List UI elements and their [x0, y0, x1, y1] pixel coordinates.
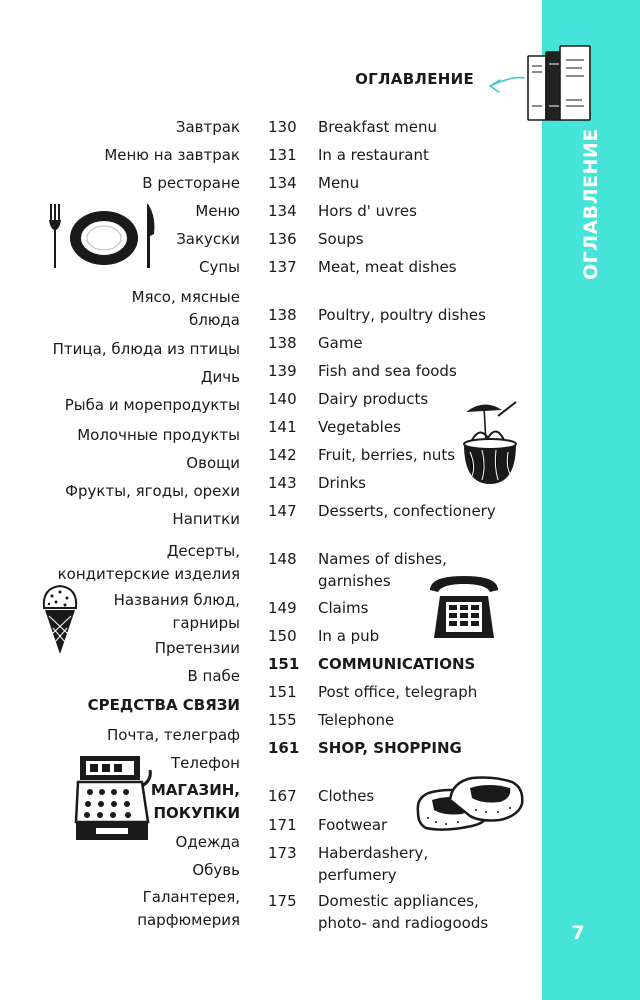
page-ref: 143 — [268, 474, 297, 492]
ru-item: Овощи — [186, 454, 240, 472]
page-ref: 175 — [268, 892, 297, 910]
books-icon — [524, 40, 596, 126]
page-ref: 139 — [268, 362, 297, 380]
en-item: Post office, telegraph — [318, 683, 478, 701]
page-ref: 130 — [268, 118, 297, 136]
en-item: Vegetables — [318, 418, 401, 436]
en-item: Drinks — [318, 474, 366, 492]
page-ref: 134 — [268, 202, 297, 220]
page-ref: 142 — [268, 446, 297, 464]
ru-item: Претензии — [154, 639, 240, 657]
ru-section-heading: СРЕДСТВА СВЯЗИ — [87, 696, 240, 714]
en-item: Game — [318, 334, 363, 352]
ru-item: Птица, блюда из птицы — [52, 340, 240, 358]
page-ref: 148 — [268, 550, 297, 568]
page-ref: 140 — [268, 390, 297, 408]
ice-cream-cone-icon — [40, 582, 80, 658]
page-ref: 167 — [268, 787, 297, 805]
en-item: Menu — [318, 174, 360, 192]
ru-item: Меню на завтрак — [104, 146, 240, 164]
page-ref: 134 — [268, 174, 297, 192]
page-ref: 155 — [268, 711, 297, 729]
ru-item: Одежда — [175, 833, 240, 851]
page-ref: 161 — [268, 739, 300, 757]
en-item: Telephone — [318, 711, 395, 729]
en-item: Fruit, berries, nuts — [318, 446, 456, 464]
en-item: Poultry, poultry dishes — [318, 306, 486, 324]
ru-item: Завтрак — [175, 118, 240, 136]
en-item: Clothes — [318, 787, 375, 805]
en-item: Hors d' uvres — [318, 202, 417, 220]
en-item: Haberdashery, perfumery — [318, 844, 429, 884]
ru-item: Десерты, кондитерские изделия — [57, 542, 240, 583]
page-number: 7 — [571, 922, 585, 944]
ru-item: Закуски — [176, 230, 240, 248]
en-item: Domestic appliances, photo- and radiogoods — [318, 892, 489, 932]
ru-item: Обувь — [192, 861, 240, 879]
en-item: Soups — [318, 230, 364, 248]
ru-item: Галантерея, парфюмерия — [137, 888, 240, 929]
ru-item: Напитки — [172, 510, 240, 528]
fork-plate-knife-icon — [46, 200, 162, 272]
page-ref: 141 — [268, 418, 297, 436]
page-ref: 149 — [268, 599, 297, 617]
page-ref: 136 — [268, 230, 297, 248]
ru-item: Названия блюд, гарниры — [113, 591, 240, 632]
en-item: Dairy products — [318, 390, 429, 408]
en-item: Breakfast menu — [318, 118, 438, 136]
en-item: In a pub — [318, 627, 380, 645]
ru-item: Молочные продукты — [77, 426, 240, 444]
toc-heading: ОГЛАВЛЕНИЕ — [355, 70, 474, 88]
en-item: In a restaurant — [318, 146, 429, 164]
ru-item: В пабе — [187, 667, 240, 685]
en-item: Claims — [318, 599, 369, 617]
page-ref: 173 — [268, 844, 297, 862]
en-section-heading: SHOP, SHOPPING — [318, 739, 462, 757]
ru-item: Фрукты, ягоды, орехи — [65, 482, 240, 500]
ru-item: Мясо, мясные блюда — [131, 288, 240, 329]
sidebar-title: ОГЛАВЛЕНИЕ — [580, 128, 602, 280]
en-item: Names of dishes, garnishes — [318, 550, 447, 590]
telephone-icon — [426, 572, 502, 642]
en-section-heading: COMMUNICATIONS — [318, 655, 476, 673]
ru-item: Рыба и морепродукты — [64, 396, 240, 414]
page-ref: 151 — [268, 655, 300, 673]
arrow-icon — [486, 72, 526, 98]
ru-section-heading: МАГАЗИН, ПОКУПКИ — [150, 781, 240, 822]
ru-item: Меню — [195, 202, 240, 220]
shoes-icon — [414, 770, 526, 838]
page-ref: 138 — [268, 306, 297, 324]
en-item: Fish and sea foods — [318, 362, 457, 380]
en-item: Meat, meat dishes — [318, 258, 457, 276]
en-item: Footwear — [318, 816, 388, 834]
ru-item: Почта, телеграф — [107, 726, 240, 744]
ru-item: Дичь — [200, 368, 240, 386]
page-ref: 150 — [268, 627, 297, 645]
en-item: Desserts, confectionery — [318, 502, 496, 520]
ru-item: В ресторане — [142, 174, 240, 192]
page-ref: 147 — [268, 502, 297, 520]
page-ref: 131 — [268, 146, 297, 164]
ru-item: Супы — [198, 258, 240, 276]
page-ref: 171 — [268, 816, 297, 834]
cash-register-icon — [72, 752, 156, 844]
coconut-cocktail-icon — [456, 396, 526, 488]
page-ref: 151 — [268, 683, 297, 701]
ru-item: Телефон — [170, 754, 240, 772]
page-ref: 137 — [268, 258, 297, 276]
page-ref: 138 — [268, 334, 297, 352]
